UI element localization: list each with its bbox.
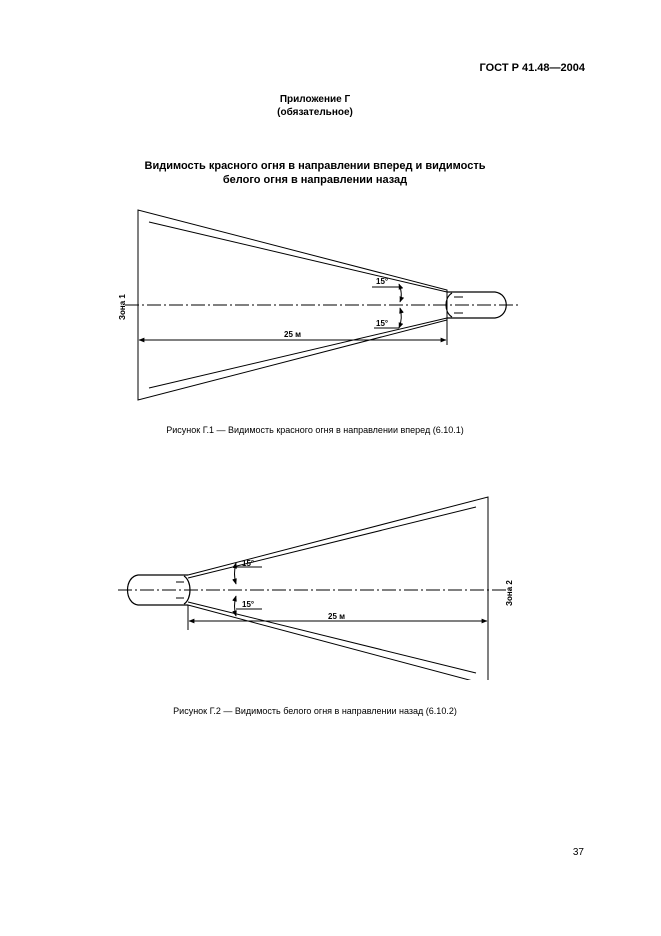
- figure-2-caption: Рисунок Г.2 — Видимость белого огня в направлении назад (6.10.2): [173, 706, 457, 716]
- zone-label: Зона 2: [505, 580, 514, 606]
- top-edge-inner-line: [149, 222, 447, 292]
- annex-status: (обязательное): [277, 107, 353, 118]
- angle-label-bottom: 15°: [376, 319, 389, 328]
- angle-label-top: 15°: [242, 559, 255, 568]
- angle-label-bottom: 15°: [242, 600, 255, 609]
- annex-title: Приложение Г: [279, 94, 351, 105]
- section-title-line-2: белого огня в направлении назад: [222, 174, 408, 186]
- distance-label: 25 м: [284, 330, 302, 339]
- standard-header: ГОСТ Р 41.48—2004: [479, 62, 585, 74]
- zone-2-boundary: [188, 497, 488, 680]
- distance-label: 25 м: [328, 612, 346, 621]
- figure-1-diagram: [100, 200, 530, 410]
- angle-arc-bottom: [235, 596, 237, 616]
- angle-label-top: 15°: [376, 277, 389, 286]
- angle-arc-top: [399, 284, 401, 302]
- page-number: 37: [572, 847, 584, 858]
- zone-label: Зона 1: [118, 294, 127, 320]
- figure-1-caption: Рисунок Г.1 — Видимость красного огня в направлении вперед (6.10.1): [166, 425, 464, 435]
- figure-2-diagram: [110, 485, 530, 680]
- angle-arc-bottom: [399, 308, 401, 328]
- bottom-edge-inner-line: [149, 318, 447, 388]
- top-edge-inner-line: [188, 507, 476, 578]
- section-title-line-1: Видимость красного огня в направлении вперед и видимость: [144, 160, 486, 172]
